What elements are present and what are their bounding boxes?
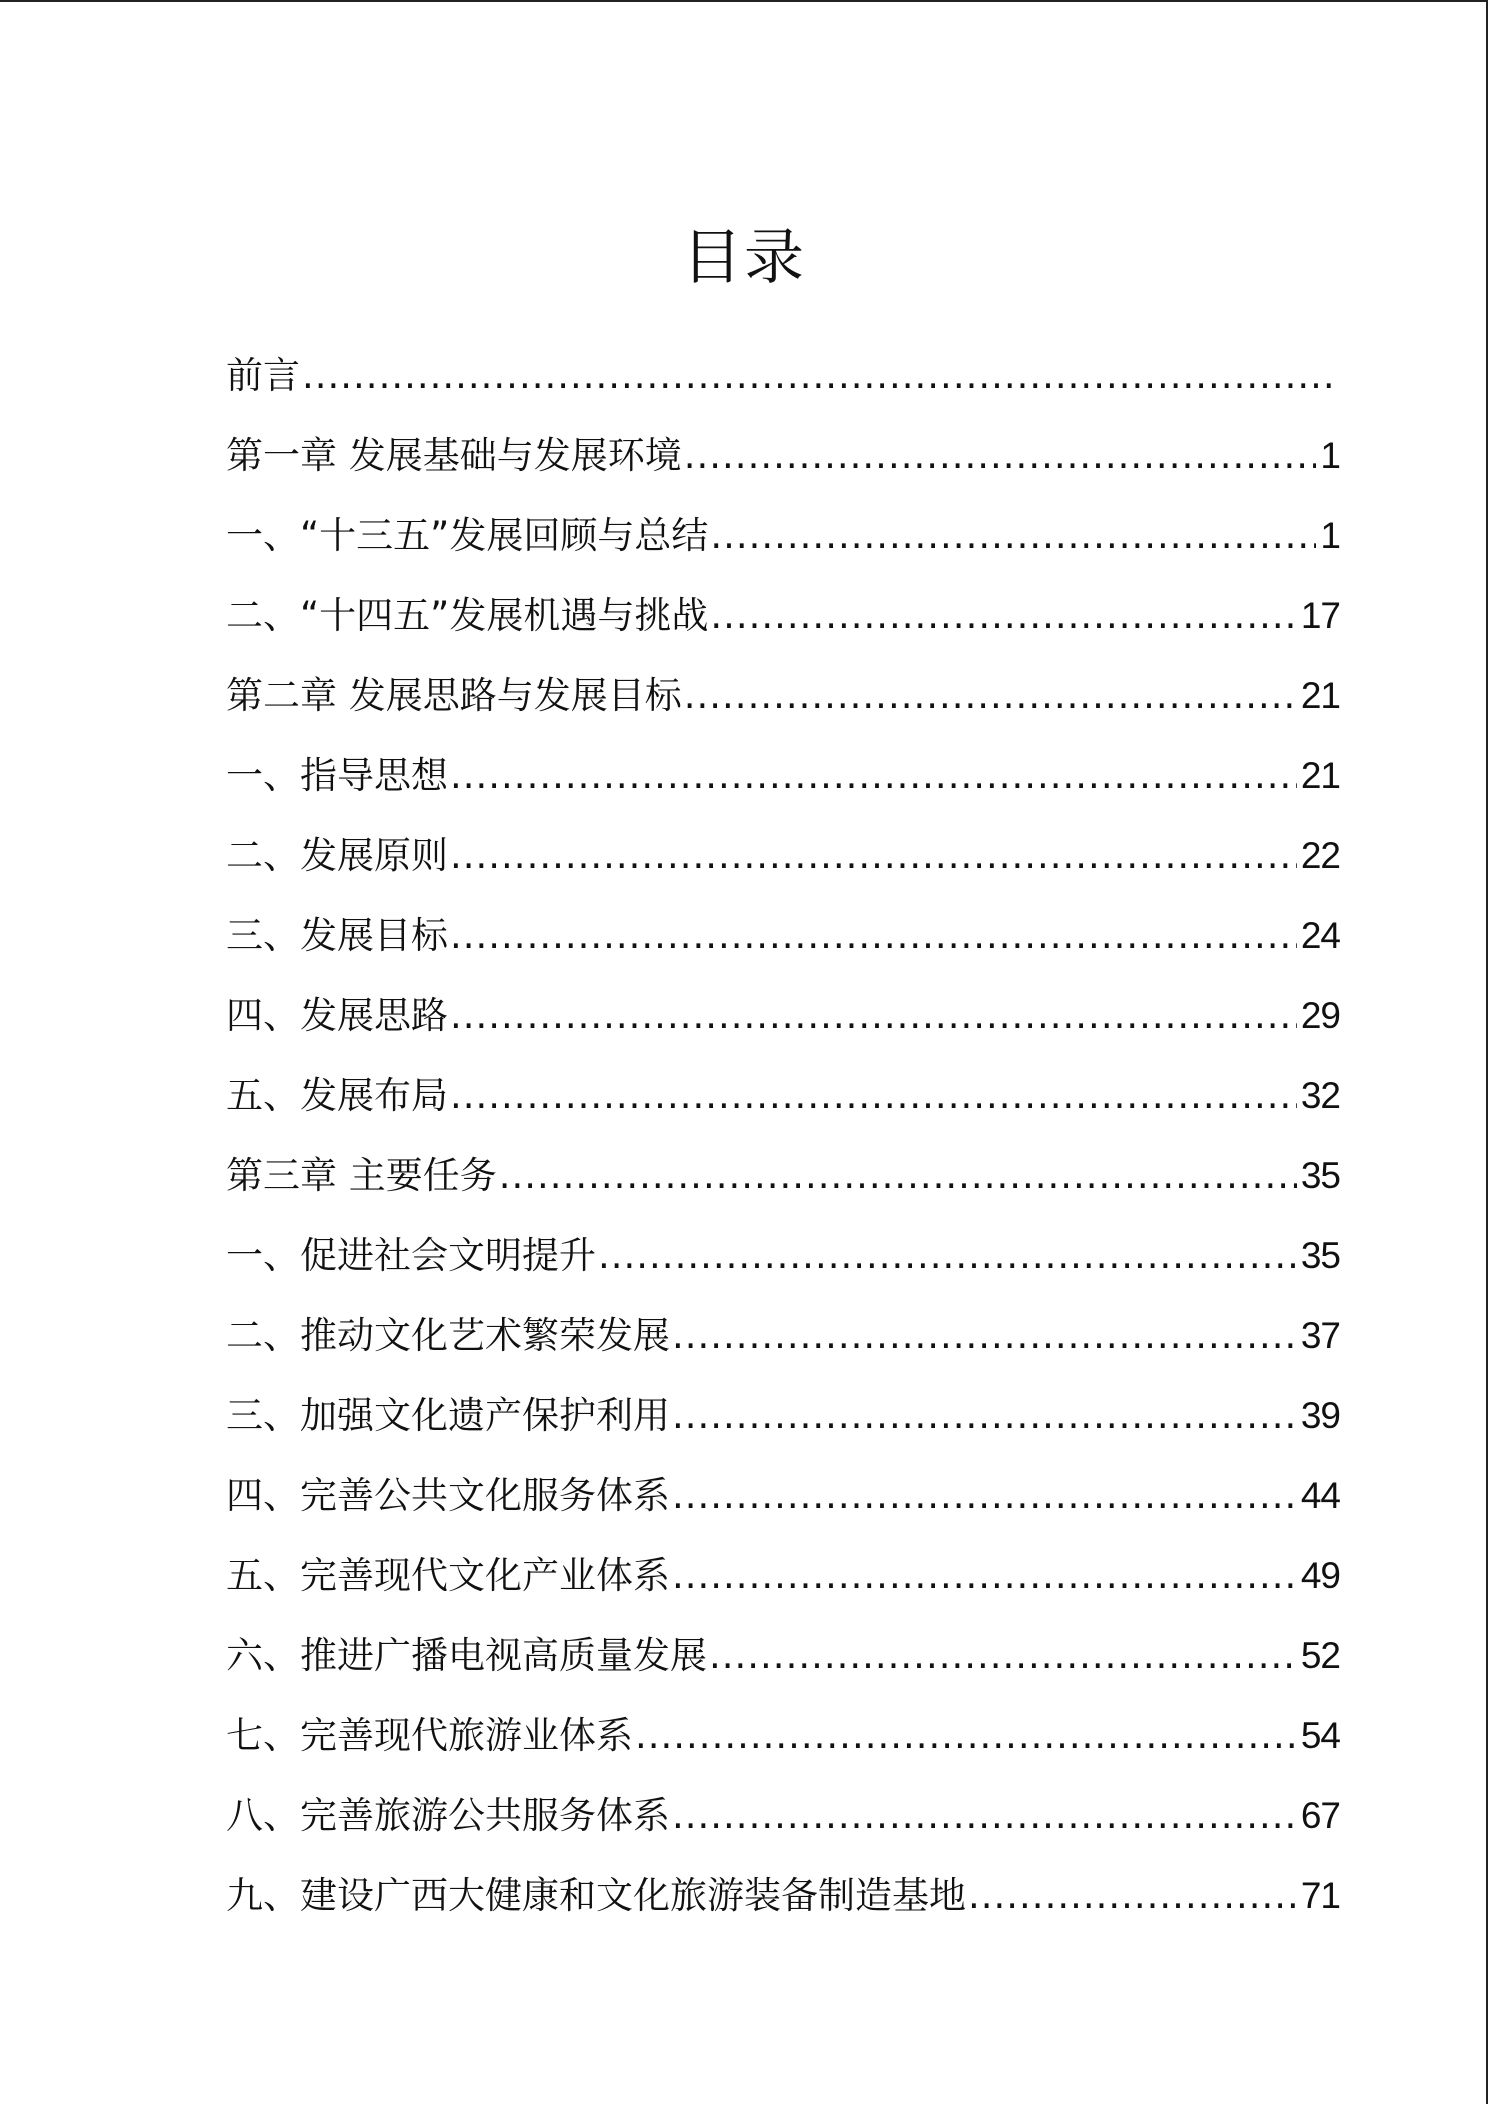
toc-entry-label: 一、促进社会文明提升 [226, 1234, 596, 1277]
toc-entry-label: 五、发展布局 [226, 1074, 448, 1117]
toc-entry[interactable] [226, 416, 1340, 496]
toc-entry-page: 35 [1300, 1155, 1340, 1196]
dot-leader [968, 1856, 1297, 1936]
toc-entry-page: 17 [1300, 595, 1340, 636]
toc-entry[interactable] [226, 1296, 1340, 1376]
toc-entry[interactable] [226, 896, 1340, 976]
toc-entry-page: 71 [1300, 1875, 1340, 1916]
toc-entry-page: 44 [1300, 1475, 1340, 1516]
dot-leader [672, 1536, 1297, 1616]
toc-entry-page: 54 [1300, 1715, 1340, 1756]
dot-leader [302, 336, 1336, 416]
toc-entry-label: 九、建设广西大健康和文化旅游装备制造基地 [226, 1874, 966, 1917]
toc-entry-label: 一、指导思想 [226, 754, 448, 797]
toc-entry-page: 1 [1320, 435, 1340, 476]
dot-leader [710, 576, 1297, 656]
toc-heading: 目录 [682, 223, 806, 293]
toc-entry[interactable] [226, 1216, 1340, 1296]
toc-entry[interactable] [226, 1136, 1340, 1216]
toc-entry[interactable] [226, 1056, 1340, 1136]
toc-entry-label: 第二章 发展思路与发展目标 [226, 674, 682, 717]
toc-entry[interactable] [226, 576, 1340, 656]
dot-leader [672, 1776, 1297, 1856]
dot-leader [672, 1456, 1297, 1536]
toc-entry-page: 21 [1300, 755, 1340, 796]
toc-entry-label: 四、完善公共文化服务体系 [226, 1474, 670, 1517]
toc-entry-label: 前言 [226, 354, 300, 397]
toc-entry-label: 第一章 发展基础与发展环境 [226, 434, 682, 477]
toc-entry[interactable] [226, 656, 1340, 736]
dot-leader [684, 416, 1317, 496]
toc-entry-page: 22 [1300, 835, 1340, 876]
dot-leader [499, 1136, 1297, 1216]
toc-entry-page: 52 [1300, 1635, 1340, 1676]
toc-entry-page: 32 [1300, 1075, 1340, 1116]
toc-entry[interactable] [226, 496, 1340, 576]
toc-entry[interactable] [226, 1616, 1340, 1696]
toc-entry-label: 二、发展原则 [226, 834, 448, 877]
toc-entry-page: 49 [1300, 1555, 1340, 1596]
toc-entry-label: 四、发展思路 [226, 994, 448, 1037]
dot-leader [450, 896, 1297, 976]
dot-leader [710, 496, 1316, 576]
dot-leader [684, 656, 1297, 736]
toc-entry-label: 第三章 主要任务 [226, 1154, 497, 1197]
toc-entry-page: 24 [1300, 915, 1340, 956]
toc-entry-page: 35 [1300, 1235, 1340, 1276]
toc-list [226, 336, 1340, 1936]
toc-entry-page: 29 [1300, 995, 1340, 1036]
dot-leader [450, 816, 1297, 896]
toc-entry[interactable] [226, 1536, 1340, 1616]
toc-entry-page: 37 [1300, 1315, 1340, 1356]
dot-leader [635, 1696, 1297, 1776]
toc-entry-label: 八、完善旅游公共服务体系 [226, 1794, 670, 1837]
toc-entry[interactable] [226, 976, 1340, 1056]
dot-leader [450, 736, 1297, 816]
toc-entry[interactable] [226, 1856, 1340, 1936]
toc-entry-label: 五、完善现代文化产业体系 [226, 1554, 670, 1597]
toc-entry[interactable] [226, 816, 1340, 896]
toc-entry-page: 39 [1300, 1395, 1340, 1436]
toc-entry-label: 二、推动文化艺术繁荣发展 [226, 1314, 670, 1357]
toc-entry-label: 一、“十三五”发展回顾与总结 [226, 514, 709, 557]
toc-entry-label: 二、“十四五”发展机遇与挑战 [226, 594, 709, 637]
dot-leader [598, 1216, 1297, 1296]
dot-leader [709, 1616, 1297, 1696]
toc-entry[interactable] [226, 1776, 1340, 1856]
dot-leader [672, 1376, 1297, 1456]
toc-entry-label: 七、完善现代旅游业体系 [226, 1714, 633, 1757]
toc-entry-page: 67 [1300, 1795, 1340, 1836]
toc-entry[interactable] [226, 1696, 1340, 1776]
toc-entry-page: 1 [1320, 515, 1340, 556]
toc-entry-label: 三、加强文化遗产保护利用 [226, 1394, 670, 1437]
toc-entry[interactable] [226, 1456, 1340, 1536]
dot-leader [450, 976, 1297, 1056]
toc-entry-page: 21 [1300, 675, 1340, 716]
toc-entry[interactable] [226, 1376, 1340, 1456]
toc-entry-label: 三、发展目标 [226, 914, 448, 957]
dot-leader [450, 1056, 1297, 1136]
toc-entry[interactable] [226, 736, 1340, 816]
toc-entry[interactable] [226, 336, 1340, 416]
dot-leader [672, 1296, 1297, 1376]
toc-entry-label: 六、推进广播电视高质量发展 [226, 1634, 707, 1677]
